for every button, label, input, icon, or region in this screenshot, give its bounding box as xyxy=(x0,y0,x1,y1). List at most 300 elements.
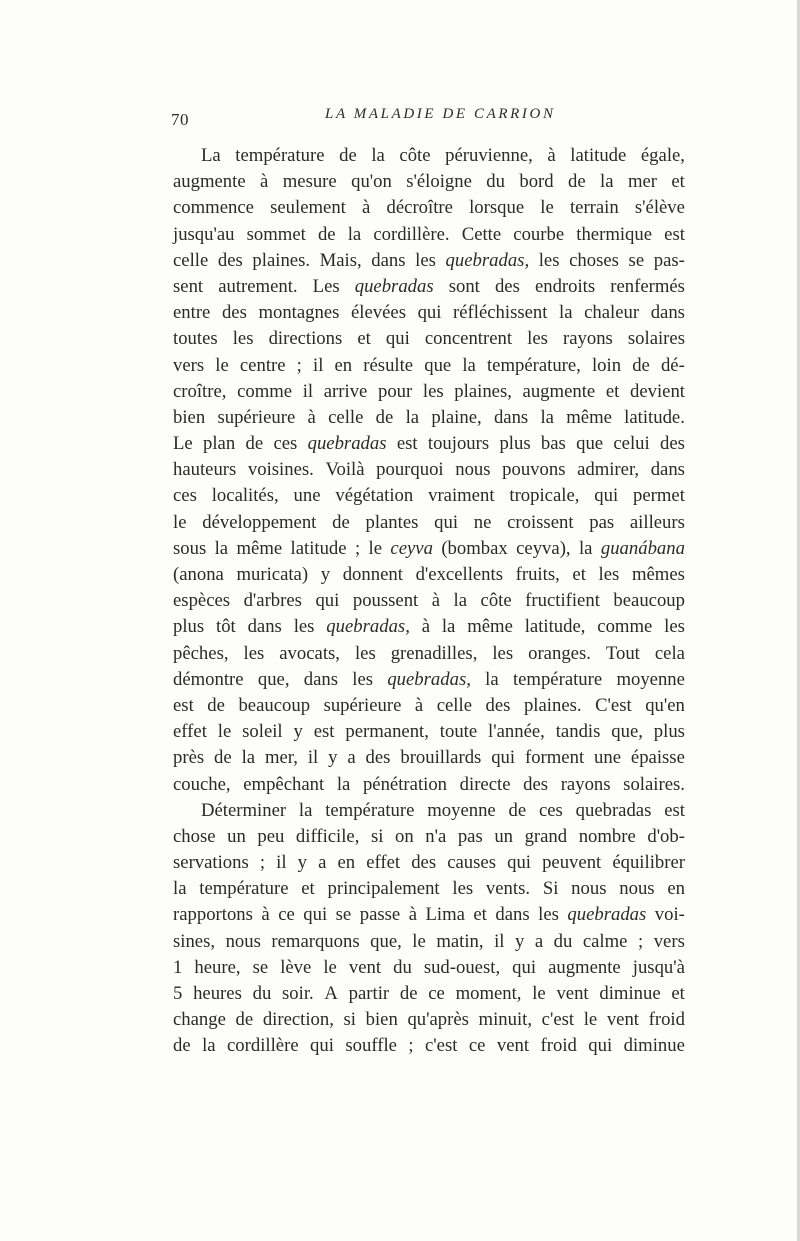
word: vraiment xyxy=(428,485,495,507)
word: la xyxy=(600,171,614,193)
word: bien xyxy=(365,1009,398,1031)
body-text xyxy=(173,143,685,1060)
text-line xyxy=(173,248,685,274)
word: comme xyxy=(237,380,293,402)
word: qui xyxy=(303,904,328,926)
word: les xyxy=(664,616,685,638)
word: chose xyxy=(173,825,216,847)
word: fruits, xyxy=(515,564,560,585)
word: ces xyxy=(173,485,197,507)
word: brouillards xyxy=(400,747,482,769)
word: élevées xyxy=(350,302,406,324)
word: sont xyxy=(448,275,480,297)
italic-word: ceyva xyxy=(390,537,433,559)
text-line xyxy=(173,431,685,457)
word: la xyxy=(298,799,313,821)
word: du xyxy=(486,171,505,193)
word: température xyxy=(512,668,603,690)
word: plaines. xyxy=(252,249,311,271)
text-line xyxy=(173,222,685,248)
word: beaucoup xyxy=(238,694,311,716)
word: Le xyxy=(173,433,193,455)
word: permanent, xyxy=(345,721,429,743)
word: de xyxy=(399,983,418,1004)
word: s'élève xyxy=(634,197,685,219)
word: est xyxy=(173,694,194,716)
word: principalement xyxy=(327,878,440,900)
word: forment xyxy=(524,747,585,769)
word: près xyxy=(173,747,205,769)
word: nous xyxy=(619,878,655,900)
word: loin xyxy=(591,354,622,376)
word: admirer, xyxy=(577,459,640,481)
word: de xyxy=(568,171,586,193)
word: de xyxy=(214,747,232,769)
word: espèces xyxy=(173,590,231,612)
word: de xyxy=(207,694,225,716)
word: terrain xyxy=(569,197,619,219)
word: si xyxy=(370,825,384,847)
text-line xyxy=(173,169,685,195)
word: ; xyxy=(354,537,361,559)
text-line xyxy=(173,667,685,693)
word: une xyxy=(293,485,321,507)
word: y xyxy=(293,721,303,743)
text-line xyxy=(173,562,685,588)
word: que xyxy=(424,354,452,376)
word: les xyxy=(598,564,620,585)
word: diminue xyxy=(623,1035,685,1057)
word: moment, xyxy=(455,983,522,1004)
word: supérieure xyxy=(323,694,402,716)
word: jusqu'à xyxy=(632,956,685,978)
word: il xyxy=(494,930,505,952)
word: la xyxy=(347,223,362,245)
word: il xyxy=(302,380,314,402)
word: sent xyxy=(173,275,204,297)
word: les xyxy=(452,878,474,900)
word: Les xyxy=(312,275,340,297)
italic-word: quebradas xyxy=(307,433,387,455)
word: vent xyxy=(556,983,589,1004)
word: plan xyxy=(203,433,236,455)
word: est xyxy=(664,223,685,245)
word: vent xyxy=(348,956,382,978)
word: égale, xyxy=(640,145,685,166)
word: il xyxy=(276,852,287,874)
word: voi- xyxy=(654,904,685,926)
word: la xyxy=(453,590,468,612)
word: solaires xyxy=(627,328,685,350)
word: à xyxy=(547,145,556,166)
word: les xyxy=(293,616,315,638)
word: que, xyxy=(257,668,290,690)
word: soleil xyxy=(242,721,283,743)
word: localités, xyxy=(211,485,279,507)
word: la xyxy=(241,747,256,769)
word: partir xyxy=(348,983,390,1004)
word: se xyxy=(252,956,269,978)
word: qui xyxy=(434,511,459,533)
word: heure, xyxy=(194,956,241,978)
word: en xyxy=(667,878,685,900)
word: nous xyxy=(455,459,491,481)
italic-word: guanábana xyxy=(600,537,685,559)
word: ; xyxy=(408,1035,414,1057)
word: directe xyxy=(459,773,511,795)
word: à xyxy=(408,904,417,926)
word: jusqu'au xyxy=(173,223,235,245)
word: bord xyxy=(519,171,554,193)
word: oranges. xyxy=(528,642,591,664)
word: est xyxy=(313,721,335,743)
text-line xyxy=(173,902,685,928)
word: seulement xyxy=(270,197,346,219)
text-line xyxy=(173,510,685,536)
word: celle xyxy=(436,694,472,716)
word: du xyxy=(393,956,412,978)
word: se xyxy=(335,904,352,926)
italic-word: quebradas xyxy=(354,275,434,297)
text-line xyxy=(173,824,685,850)
word: ; xyxy=(296,354,302,376)
word: ce xyxy=(428,983,445,1004)
word: 5 xyxy=(173,983,183,1004)
word: des xyxy=(217,249,243,271)
word: plus xyxy=(499,433,531,455)
word: bas xyxy=(540,433,566,455)
word: causes xyxy=(447,852,496,874)
word: le xyxy=(173,511,187,533)
word: qui xyxy=(310,1035,334,1057)
word: les xyxy=(352,668,374,690)
text-line xyxy=(173,274,685,300)
word: on xyxy=(395,825,414,847)
word: épaisse xyxy=(630,747,685,769)
word: tôt xyxy=(216,616,236,638)
word: courbe xyxy=(513,223,565,245)
page-header xyxy=(171,106,686,136)
word: que xyxy=(576,433,604,455)
word: a xyxy=(534,930,544,952)
word: la xyxy=(441,616,456,638)
italic-word: quebradas, xyxy=(445,249,530,271)
word: Voilà xyxy=(325,459,365,481)
word: cela xyxy=(654,642,685,664)
word: s'éloigne xyxy=(406,171,472,193)
word: des xyxy=(494,275,520,297)
word: effet xyxy=(366,852,401,874)
word: l'année, xyxy=(488,721,545,743)
text-line xyxy=(173,483,685,509)
word: qui xyxy=(594,485,619,507)
word: toujours xyxy=(427,433,490,455)
word: matin, xyxy=(436,930,484,952)
word: le xyxy=(583,1009,598,1031)
text-line xyxy=(173,614,685,640)
word: le xyxy=(217,721,232,743)
word: plaines, xyxy=(454,380,512,402)
word: ; xyxy=(637,930,644,952)
word: la xyxy=(540,406,554,428)
word: le xyxy=(540,197,554,219)
word: à xyxy=(362,197,371,219)
word: dans xyxy=(650,459,685,481)
word: le xyxy=(323,956,337,978)
word: celle xyxy=(173,249,209,271)
word: rayons xyxy=(562,328,613,350)
text-line xyxy=(173,929,685,955)
word: la xyxy=(405,406,420,428)
word: (anona xyxy=(173,564,224,585)
word: latitude xyxy=(290,537,347,559)
word: d'excellents xyxy=(415,564,503,585)
word: les xyxy=(538,904,559,926)
word: et xyxy=(671,983,685,1004)
text-line xyxy=(173,195,685,221)
text-line xyxy=(173,536,685,562)
word: vent xyxy=(496,1035,530,1057)
word: vents. xyxy=(485,878,531,900)
text-line xyxy=(173,693,685,719)
word: les xyxy=(354,642,376,664)
word: servations xyxy=(173,852,249,874)
word: réfléchissent xyxy=(453,302,548,324)
word: donnent xyxy=(342,564,403,585)
word: qui xyxy=(385,328,410,350)
word: qui xyxy=(315,590,340,612)
word: est xyxy=(396,433,418,455)
word: remarquons xyxy=(271,930,360,952)
word: des xyxy=(411,852,437,874)
word: latitude, xyxy=(524,616,586,638)
word: c'est xyxy=(425,1035,458,1057)
word: ce xyxy=(468,1035,486,1057)
text-line xyxy=(173,876,685,902)
word: des xyxy=(485,694,511,716)
word: la xyxy=(173,878,187,900)
word: est xyxy=(664,799,685,821)
word: arrive xyxy=(323,380,368,402)
word: à xyxy=(421,616,431,638)
word: tropicale, xyxy=(509,485,580,507)
word: commence xyxy=(173,197,254,219)
word: Mais, xyxy=(319,249,362,271)
word: qui xyxy=(417,302,442,324)
word: dans xyxy=(247,616,282,638)
word: décroître xyxy=(386,197,453,219)
word: mesure xyxy=(282,171,337,193)
word: solaires. xyxy=(623,773,685,795)
word: des xyxy=(365,747,391,769)
word: côte xyxy=(399,145,431,166)
word: les xyxy=(415,249,436,271)
word: augmente xyxy=(173,171,246,193)
word: centre xyxy=(239,354,286,376)
word: développement xyxy=(202,511,317,533)
word: et xyxy=(301,878,315,900)
word: dans xyxy=(303,668,339,690)
word: les xyxy=(422,380,444,402)
word: rayons xyxy=(560,773,611,795)
running-title: LA MALADIE DE CARRION xyxy=(325,106,556,122)
word: et xyxy=(473,904,487,926)
word: bien xyxy=(173,406,206,428)
word: entre xyxy=(173,302,211,324)
word: en xyxy=(337,852,356,874)
page-number: 70 xyxy=(171,110,189,129)
word: La xyxy=(201,145,221,166)
word: plus xyxy=(653,721,685,743)
word: qu'après xyxy=(407,1009,469,1031)
word: dans xyxy=(371,249,406,271)
word: de xyxy=(245,433,264,455)
word: et xyxy=(357,328,371,350)
word: poussent xyxy=(352,590,419,612)
text-line xyxy=(173,588,685,614)
word: ne xyxy=(473,511,492,533)
word: le xyxy=(532,983,546,1004)
word: lève xyxy=(280,956,312,978)
word: beaucoup xyxy=(613,590,685,612)
word: vent xyxy=(606,1009,640,1031)
word: celui xyxy=(613,433,650,455)
text-line xyxy=(173,955,685,981)
word: minuit, xyxy=(478,1009,533,1031)
word: et xyxy=(671,171,685,193)
word: montagnes xyxy=(258,302,340,324)
word: la xyxy=(214,537,229,559)
word: grenadilles, xyxy=(390,642,478,664)
word: de xyxy=(632,354,650,376)
word: dans xyxy=(650,302,685,324)
word: croissent xyxy=(507,511,574,533)
text-line xyxy=(173,1007,685,1033)
word: comme xyxy=(597,616,653,638)
word: pour xyxy=(377,380,413,402)
text-line xyxy=(173,745,685,771)
word: un xyxy=(227,825,246,847)
word: vers xyxy=(653,930,685,952)
word: la xyxy=(371,145,385,166)
word: la xyxy=(462,354,476,376)
word: pas xyxy=(457,825,483,847)
word: diminue xyxy=(599,983,661,1004)
text-line xyxy=(173,353,685,379)
text-line xyxy=(173,300,685,326)
word: que, xyxy=(370,930,402,952)
text-line xyxy=(173,1033,685,1059)
word: y xyxy=(320,564,331,585)
word: le xyxy=(215,354,229,376)
word: renfermés xyxy=(610,275,685,297)
word: à xyxy=(261,904,270,926)
word: de xyxy=(339,145,357,166)
word: toutes xyxy=(173,328,218,350)
word: y xyxy=(514,930,525,952)
word: en xyxy=(334,354,353,376)
word: devient xyxy=(629,380,685,402)
word: à xyxy=(260,171,269,193)
word: du xyxy=(553,930,573,952)
word: fructifient xyxy=(525,590,600,612)
word: il xyxy=(313,354,324,376)
word: ces xyxy=(273,433,298,455)
word: permet xyxy=(633,485,685,507)
word: ; xyxy=(259,852,266,874)
text-line xyxy=(173,405,685,431)
word: même xyxy=(467,616,513,638)
word: n'a xyxy=(425,825,447,847)
word: augmente xyxy=(548,956,621,978)
word: augmente xyxy=(522,380,596,402)
text-line xyxy=(173,641,685,667)
text-line xyxy=(173,143,685,169)
word: de xyxy=(375,406,394,428)
word: température xyxy=(235,145,325,166)
word: de xyxy=(317,223,336,245)
word: ce xyxy=(278,904,295,926)
word: des xyxy=(221,302,247,324)
word: Déterminer xyxy=(201,799,287,821)
word: 1 xyxy=(173,956,183,978)
word: toute xyxy=(439,721,478,743)
word: ceyva), xyxy=(516,537,571,559)
word: Tout xyxy=(605,642,640,664)
italic-word: quebradas, xyxy=(326,616,410,638)
word: pas- xyxy=(653,249,685,271)
italic-word: quebradas, xyxy=(387,668,471,690)
word: sous xyxy=(173,537,207,559)
word: thermique xyxy=(576,223,653,245)
text-line xyxy=(173,719,685,745)
word: et xyxy=(572,564,586,585)
word: cordillère. xyxy=(373,223,450,245)
word: choses xyxy=(569,249,619,271)
text-line xyxy=(173,850,685,876)
word: pas xyxy=(589,511,615,533)
word: des xyxy=(660,433,685,455)
word: la xyxy=(485,668,499,690)
word: sud-ouest, xyxy=(423,956,501,978)
text-line xyxy=(173,326,685,352)
word: vers xyxy=(173,354,205,376)
word: même xyxy=(566,406,612,428)
word: endroits xyxy=(534,275,596,297)
word: pouvons xyxy=(502,459,566,481)
word: nous xyxy=(225,930,261,952)
word: à xyxy=(307,406,316,428)
word: pêches, xyxy=(173,642,229,664)
word: la xyxy=(336,773,351,795)
word: nous xyxy=(571,878,607,900)
word: des xyxy=(523,773,549,795)
word: passe xyxy=(359,904,401,926)
word: mer, xyxy=(264,747,298,769)
word: dans xyxy=(495,904,530,926)
word: ailleurs xyxy=(629,511,685,533)
word: les xyxy=(232,328,254,350)
word: démontre xyxy=(173,668,244,690)
word: effet xyxy=(173,721,207,743)
word: température, xyxy=(486,354,581,376)
word: quebradas xyxy=(575,799,652,821)
word: résulte xyxy=(363,354,414,376)
word: mêmes xyxy=(631,564,685,585)
text-line xyxy=(173,798,685,824)
text-line xyxy=(173,379,685,405)
word: latitude xyxy=(570,145,627,166)
